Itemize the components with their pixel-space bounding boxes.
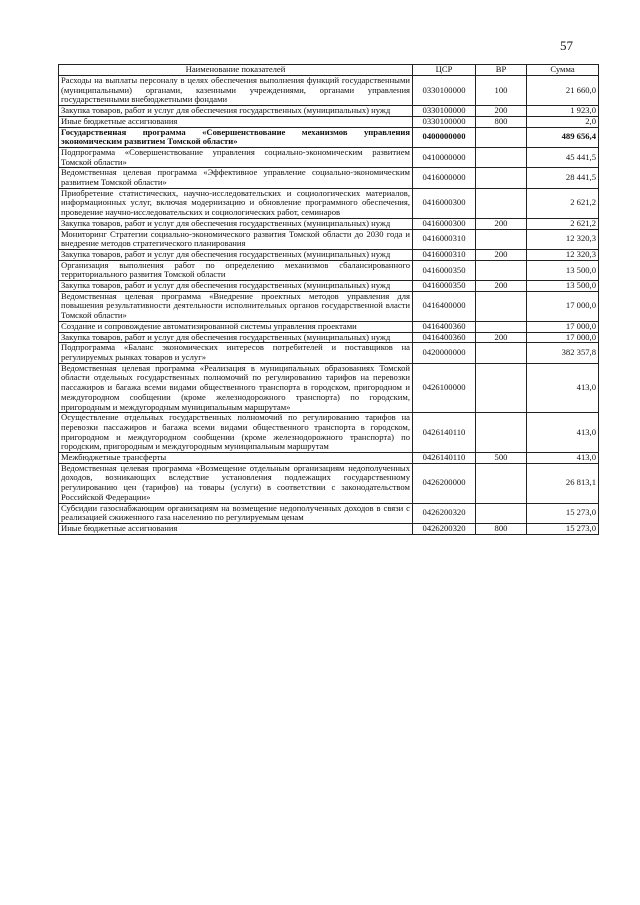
cell-vr: 200 (476, 218, 527, 229)
cell-name: Иные бюджетные ассигнования (59, 116, 413, 127)
cell-vr: 800 (476, 116, 527, 127)
cell-csr: 0330100000 (413, 116, 476, 127)
table-row (59, 147, 599, 167)
cell-csr: 0426200320 (413, 523, 476, 534)
table-row (59, 413, 599, 453)
cell-csr: 0416400360 (413, 332, 476, 343)
table-row (59, 291, 599, 321)
cell-csr: 0416400360 (413, 321, 476, 332)
cell-csr: 0330100000 (413, 76, 476, 106)
cell-sum: 26 813,1 (527, 463, 599, 503)
cell-name: Закупка товаров, работ и услуг для обеспечения государственных (муниципальных) нужд (59, 218, 413, 229)
cell-name: Ведомственная целевая программа «Реализация в муниципальных образованиях Томской области отдельных государственных полномочий по регулированию тарифов на перевозки пассажиров и багажа всеми видами общественного транспорта в городском, пригородном и междугородном сообщении (кроме железнодорожного транспорта) по городским, пригородным и междугородным муниципальным маршрутам» (59, 363, 413, 413)
table-row (59, 321, 599, 332)
cell-sum: 12 320,3 (527, 249, 599, 260)
cell-sum: 12 320,3 (527, 229, 599, 249)
cell-sum: 17 000,0 (527, 321, 599, 332)
header-name: Наименование показателей (59, 65, 413, 76)
cell-csr: 0400000000 (413, 127, 476, 147)
cell-sum: 21 660,0 (527, 76, 599, 106)
table-row (59, 463, 599, 503)
cell-vr: 500 (476, 453, 527, 464)
cell-sum: 2,0 (527, 116, 599, 127)
budget-table (58, 64, 599, 535)
cell-sum: 489 656,4 (527, 127, 599, 147)
cell-csr: 0416000000 (413, 168, 476, 188)
cell-name: Подпрограмма «Совершенствование управления социально-экономическим развитием Томской области» (59, 147, 413, 167)
table-row (59, 343, 599, 363)
cell-sum: 15 273,0 (527, 523, 599, 534)
table-row (59, 332, 599, 343)
cell-csr: 0416000350 (413, 281, 476, 292)
cell-sum: 28 441,5 (527, 168, 599, 188)
table-row (59, 503, 599, 523)
cell-csr: 0416400000 (413, 291, 476, 321)
cell-name: Иные бюджетные ассигнования (59, 523, 413, 534)
cell-name: Создание и сопровождение автоматизированной системы управления проектами (59, 321, 413, 332)
table-row (59, 116, 599, 127)
table-row (59, 523, 599, 534)
cell-name: Мониторинг Стратегии социально-экономического развития Томской области до 2030 года и внедрение методов стратегического планирования (59, 229, 413, 249)
cell-vr (476, 188, 527, 218)
cell-name: Осуществление отдельных государственных полномочий по регулированию тарифов на перевозки пассажиров и багажа всеми видами общественного транспорта в городском, пригородном и междугородном сообщении (кроме железнодорожного транспорта) по городским, пригородным и междугородным муниципальным маршрутам (59, 413, 413, 453)
cell-name: Приобретение статистических, научно-исследовательских и социологических материалов, информационных услуг, включая модернизацию и обновление программного обеспечения, проведение научно-исследовательских и социологических работ, семинаров (59, 188, 413, 218)
cell-name: Государственная программа «Совершенствование механизмов управления экономическим развитием Томской области» (59, 127, 413, 147)
header-vr: ВР (476, 65, 527, 76)
cell-sum: 413,0 (527, 413, 599, 453)
cell-vr (476, 321, 527, 332)
page-number: 57 (560, 38, 573, 53)
cell-csr: 0330100000 (413, 106, 476, 117)
table-row (59, 76, 599, 106)
cell-name: Межбюджетные трансферты (59, 453, 413, 464)
cell-name: Организация выполнения работ по определению механизмов сбалансированного территориального развития Томской области (59, 260, 413, 280)
cell-name: Подпрограмма «Баланс экономических интересов потребителей и поставщиков на регулируемых рынках товаров и услуг» (59, 343, 413, 363)
cell-vr (476, 463, 527, 503)
table-row (59, 281, 599, 292)
cell-csr: 0420000000 (413, 343, 476, 363)
cell-sum: 413,0 (527, 453, 599, 464)
cell-name: Закупка товаров, работ и услуг для обеспечения государственных (муниципальных) нужд (59, 281, 413, 292)
cell-name: Ведомственная целевая программа «Возмещение отдельным организациям недополученных доходов, возникающих вследствие установления подлежащих государственному регулированию цен (тарифов) на товары (услуги) в соответствии с законодательством Российской Федерации» (59, 463, 413, 503)
cell-sum: 382 357,8 (527, 343, 599, 363)
cell-sum: 13 500,0 (527, 260, 599, 280)
cell-csr: 0426140110 (413, 413, 476, 453)
cell-vr (476, 343, 527, 363)
cell-sum: 17 000,0 (527, 291, 599, 321)
cell-vr (476, 413, 527, 453)
cell-vr: 100 (476, 76, 527, 106)
table-row (59, 249, 599, 260)
cell-sum: 15 273,0 (527, 503, 599, 523)
cell-vr: 200 (476, 332, 527, 343)
table-row (59, 168, 599, 188)
cell-name: Ведомственная целевая программа «Внедрение проектных методов управления для повышения результативности деятельности исполнительных органов государственной власти Томской области» (59, 291, 413, 321)
cell-vr: 200 (476, 106, 527, 117)
cell-vr (476, 260, 527, 280)
cell-csr: 0410000000 (413, 147, 476, 167)
cell-sum: 13 500,0 (527, 281, 599, 292)
cell-vr: 200 (476, 281, 527, 292)
cell-vr: 800 (476, 523, 527, 534)
cell-csr: 0426100000 (413, 363, 476, 413)
cell-csr: 0416000300 (413, 218, 476, 229)
cell-vr (476, 363, 527, 413)
cell-vr (476, 229, 527, 249)
cell-vr (476, 503, 527, 523)
table-row (59, 188, 599, 218)
cell-sum: 2 621,2 (527, 188, 599, 218)
header-csr: ЦСР (413, 65, 476, 76)
table-row (59, 218, 599, 229)
cell-sum: 413,0 (527, 363, 599, 413)
cell-name: Ведомственная целевая программа «Эффективное управление социально-экономическим развитием Томской области» (59, 168, 413, 188)
cell-csr: 0426140110 (413, 453, 476, 464)
table-body (59, 76, 599, 535)
table-row (59, 453, 599, 464)
cell-name: Субсидии газоснабжающим организациям на возмещение недополученных доходов в связи с реализацией сжиженного газа населению по регулируемым ценам (59, 503, 413, 523)
table-row (59, 106, 599, 117)
cell-name: Закупка товаров, работ и услуг для обеспечения государственных (муниципальных) нужд (59, 106, 413, 117)
cell-name: Закупка товаров, работ и услуг для обеспечения государственных (муниципальных) нужд (59, 249, 413, 260)
cell-sum: 17 000,0 (527, 332, 599, 343)
cell-vr: 200 (476, 249, 527, 260)
cell-sum: 1 923,0 (527, 106, 599, 117)
cell-csr: 0426200000 (413, 463, 476, 503)
table-header-row (59, 65, 599, 76)
cell-vr (476, 291, 527, 321)
cell-sum: 2 621,2 (527, 218, 599, 229)
table-row (59, 363, 599, 413)
cell-sum: 45 441,5 (527, 147, 599, 167)
cell-vr (476, 147, 527, 167)
cell-csr: 0426200320 (413, 503, 476, 523)
table-row (59, 260, 599, 280)
cell-csr: 0416000310 (413, 229, 476, 249)
cell-vr (476, 127, 527, 147)
cell-csr: 0416000350 (413, 260, 476, 280)
table-row (59, 127, 599, 147)
cell-name: Закупка товаров, работ и услуг для обеспечения государственных (муниципальных) нужд (59, 332, 413, 343)
cell-csr: 0416000310 (413, 249, 476, 260)
cell-name: Расходы на выплаты персоналу в целях обеспечения выполнения функций государственными (муниципальными) органами, казенными учреждениями, органами управления государственными внебюджетными фондами (59, 76, 413, 106)
table-row (59, 229, 599, 249)
cell-csr: 0416000300 (413, 188, 476, 218)
header-sum: Сумма (527, 65, 599, 76)
cell-vr (476, 168, 527, 188)
